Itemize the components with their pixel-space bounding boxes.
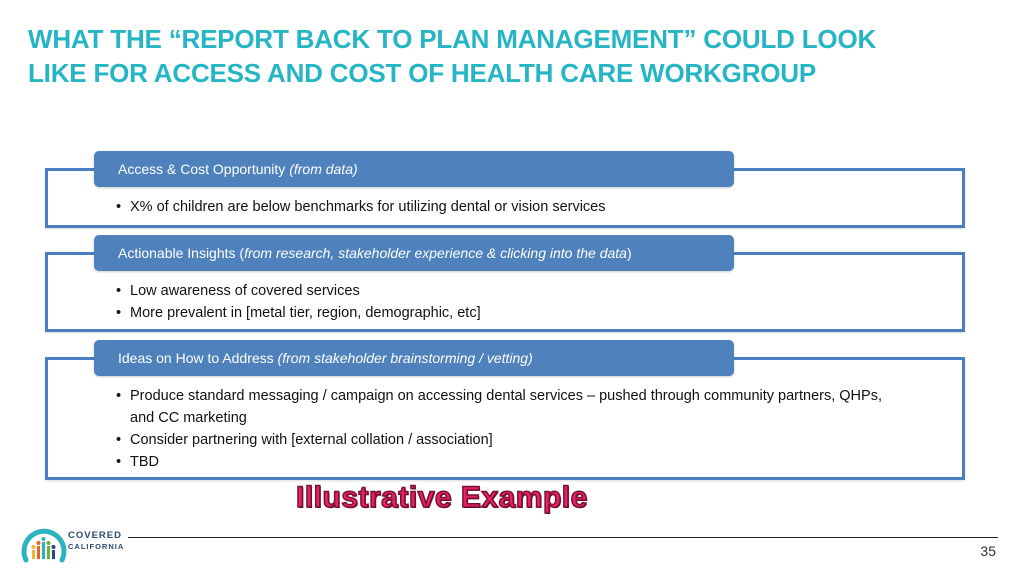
list-item <box>116 429 906 451</box>
slide-title-line-2: LIKE FOR ACCESS AND COST OF HEALTH CARE WORKGROUP <box>28 58 817 88</box>
section-header-label: Access & Cost Opportunity <box>118 161 290 177</box>
section-header-ideas <box>94 340 734 376</box>
list-item-text: X% of children are below benchmarks for utilizing dental or vision services <box>130 199 606 215</box>
list-item-text: Low awareness of covered services <box>130 283 360 299</box>
list-item-text: Consider partnering with [external collation / association] <box>130 432 493 448</box>
section-header-actionable-insights <box>94 235 734 271</box>
bullet-list-access-cost <box>116 196 906 218</box>
bullet-glyph: • <box>116 305 122 321</box>
list-item <box>116 385 906 429</box>
section-header-source: from research, stakeholder experience & clicking into the data <box>244 245 627 261</box>
slide-title-line-1: WHAT THE “REPORT BACK TO PLAN MANAGEMENT” COULD LOOK <box>28 24 877 54</box>
bullet-glyph: • <box>116 454 122 470</box>
section-header-access-cost <box>94 151 734 187</box>
bullet-list-actionable-insights <box>116 280 906 324</box>
bullet-glyph: • <box>116 283 122 299</box>
illustrative-example-label: Illustrative Example <box>296 481 588 514</box>
bullet-list-ideas <box>116 385 906 473</box>
logo-wordmark-line-1: COVERED <box>68 530 122 541</box>
logo-wordmark-line-2: CALIFORNIA <box>68 542 125 551</box>
section-header-source: (from data) <box>289 161 358 177</box>
bullet-glyph: • <box>116 199 122 215</box>
list-item <box>116 280 906 302</box>
list-item <box>116 451 906 473</box>
section-header-label: Ideas on How to Address <box>118 350 278 366</box>
section-header-suffix: ) <box>626 245 632 261</box>
list-item-text: More prevalent in [metal tier, region, demographic, etc] <box>130 305 481 321</box>
slide-title <box>28 22 1008 90</box>
page-number: 35 <box>980 543 996 559</box>
list-item <box>116 302 906 324</box>
list-item-text: TBD <box>130 454 159 470</box>
bullet-glyph: • <box>116 388 122 404</box>
list-item-text: Produce standard messaging / campaign on accessing dental services – pushed through community partners, QHPs, and CC marketing <box>130 388 882 426</box>
section-header-label: Actionable Insights ( <box>118 245 245 261</box>
list-item <box>116 196 906 218</box>
section-header-source: (from stakeholder brainstorming / vetting) <box>277 350 533 366</box>
footer-divider <box>128 537 998 538</box>
bullet-glyph: • <box>116 432 122 448</box>
logo-wordmark <box>68 530 124 552</box>
